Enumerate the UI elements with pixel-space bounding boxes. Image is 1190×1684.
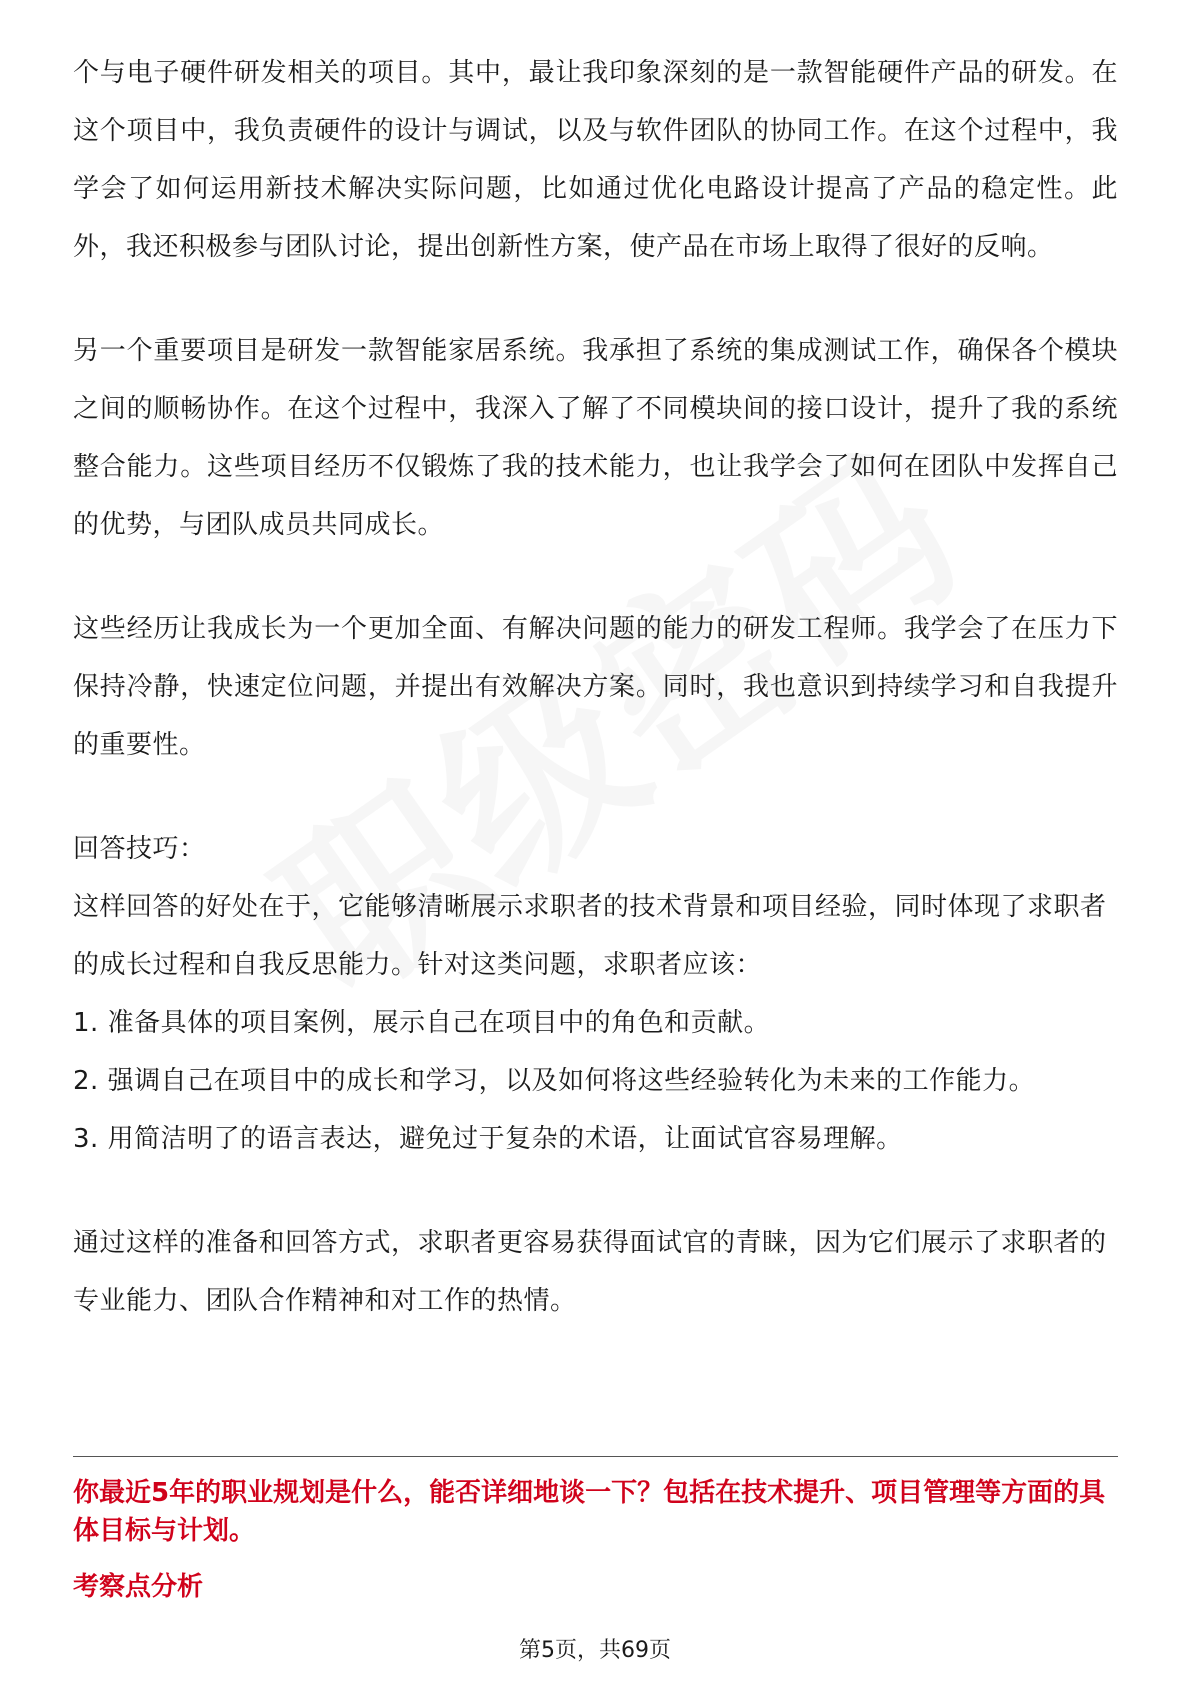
tips-item-1: 1. 准备具体的项目案例，展示自己在项目中的角色和贡献。 <box>73 1008 771 1038</box>
section-divider <box>73 1456 1118 1457</box>
section-title-analysis: 考察点分析 <box>73 1572 204 1602</box>
answer-tips <box>73 820 1118 1168</box>
tips-item-2: 2. 强调自己在项目中的成长和学习，以及如何将这些经验转化为未来的工作能力。 <box>73 1066 1036 1096</box>
paragraph-project-hardware: 个与电子硬件研发相关的项目。其中，最让我印象深刻的是一款智能硬件产品的研发。在这个项目中，我负责硬件的设计与调试，以及与软件团队的协同工作。在这个过程中，我学会了如何运用新技术解决实际问题，比如通过优化电路设计提高了产品的稳定性。此外，我还积极参与团队讨论，提出创新性方案，使产品在市场上取得了很好的反响。 <box>73 58 1118 262</box>
interview-question: 你最近5年的职业规划是什么，能否详细地谈一下？包括在技术提升、项目管理等方面的具体目标与计划。 <box>73 1478 1106 1546</box>
page-number: 第5页，共69页 <box>519 1638 671 1663</box>
paragraph-growth: 这些经历让我成长为一个更加全面、有解决问题的能力的研发工程师。我学会了在压力下保持冷静，快速定位问题，并提出有效解决方案。同时，我也意识到持续学习和自我提升的重要性。 <box>73 614 1118 760</box>
tips-heading: 回答技巧： <box>73 834 206 864</box>
document-body <box>73 44 1118 1330</box>
paragraph-project-smart-home: 另一个重要项目是研发一款智能家居系统。我承担了系统的集成测试工作，确保各个模块之间的顺畅协作。在这个过程中，我深入了解了不同模块间的接口设计，提升了我的系统整合能力。这些项目经历不仅锻炼了我的技术能力，也让我学会了如何在团队中发挥自己的优势，与团队成员共同成长。 <box>73 336 1118 540</box>
tips-intro: 这样回答的好处在于，它能够清晰展示求职者的技术背景和项目经验，同时体现了求职者的成长过程和自我反思能力。针对这类问题，求职者应该： <box>73 892 1107 980</box>
closing-paragraph: 通过这样的准备和回答方式，求职者更容易获得面试官的青睐，因为它们展示了求职者的专业能力、团队合作精神和对工作的热情。 <box>73 1228 1107 1316</box>
tips-item-3: 3. 用简洁明了的语言表达，避免过于复杂的术语，让面试官容易理解。 <box>73 1124 903 1154</box>
